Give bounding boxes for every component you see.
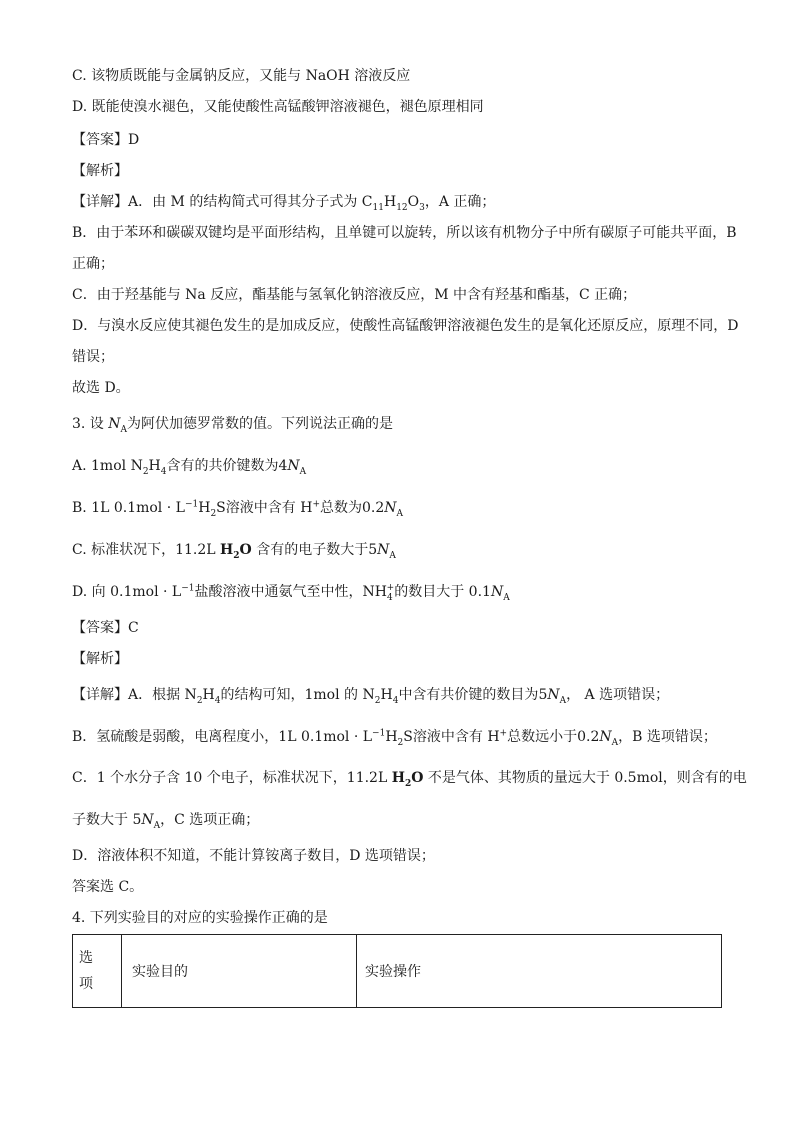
h2o-h: H xyxy=(220,542,234,558)
h2o-sub2: 2 xyxy=(233,550,240,561)
num-5: 5 xyxy=(132,812,142,828)
q3-option-c xyxy=(72,540,736,560)
option-d: D. 既能使溴水褪色，又能使酸性高锰酸钾溶液褪色，褪色原理相同 xyxy=(72,99,484,115)
n2h4-sub4: 4 xyxy=(214,695,221,706)
n2h4-sub4: 4 xyxy=(160,466,167,477)
n2h4-h: H xyxy=(380,687,393,703)
na-sub: A xyxy=(299,466,307,477)
q3-detail-c2 xyxy=(72,810,736,830)
sup-plus: + xyxy=(499,728,508,739)
q3-detail-a xyxy=(72,685,736,705)
n2h4-h: H xyxy=(202,687,215,703)
h2s-h: H xyxy=(385,729,398,745)
q2-detail-b2: 正确； xyxy=(72,256,114,272)
q3-answer: 【答案】C xyxy=(72,620,139,636)
q2-detail-d2: 错误； xyxy=(72,349,114,365)
q3-stem xyxy=(72,414,736,434)
option-c: C. 该物质既能与金属钠反应，又能与 NaOH 溶液反应 xyxy=(72,68,411,84)
na-symbol: N xyxy=(599,729,612,745)
q3-option-d xyxy=(72,582,736,602)
q3-stem-pre: 3. 设 xyxy=(72,416,104,432)
q2-detail-c: C．由于羟基能与 Na 反应，酯基能与氢氧化钠溶液反应，M 中含有羟基和酯基，C 正确； xyxy=(72,287,637,303)
q3-detail-b xyxy=(72,727,736,747)
q3-choose: 答案选 C。 xyxy=(72,879,144,895)
num-5: 5 xyxy=(538,687,548,703)
na-sub: A xyxy=(389,550,396,561)
q3-stem-post: 为阿伏加德罗常数的值。下列说法正确的是 xyxy=(127,416,394,432)
num-0-1: 0.1 xyxy=(468,584,491,600)
q3-detail-d: D．溶液体积不知道，不能计算铵离子数目，D 选项错误； xyxy=(72,848,435,864)
q3-a-pre: A. 1mol xyxy=(72,458,127,474)
h2s-sub2: 2 xyxy=(210,508,217,519)
h2o-h: H xyxy=(391,770,405,786)
sub-h12: 12 xyxy=(396,202,408,213)
q2-choose: 故选 D。 xyxy=(72,380,130,396)
header-purpose: 实验目的 xyxy=(122,935,357,1008)
na-symbol: N xyxy=(384,500,397,516)
q3-d-post: 的数目大于 xyxy=(394,584,465,600)
h2s-s: S xyxy=(403,729,413,745)
q3-option-a xyxy=(72,456,736,476)
q3-detail-c2-post: ，C 选项正确； xyxy=(160,812,260,828)
q3-detail-a-post: ， A 选项错误； xyxy=(566,687,670,703)
q3-b-post: 总数为 xyxy=(319,500,362,516)
h2o-o: O xyxy=(411,770,424,786)
na-symbol: N xyxy=(547,687,560,703)
na-symbol: N xyxy=(141,812,154,828)
sub-c11: 11 xyxy=(372,202,384,213)
na-symbol: N xyxy=(377,542,390,558)
h2o-sub2: 2 xyxy=(404,778,412,789)
q2-answer: 【答案】D xyxy=(72,132,140,148)
q4-options-table xyxy=(72,934,722,1008)
q3-detail-c1-post: 不是气体、其物质的量远大于 0.5mol，则含有的电 xyxy=(427,770,747,786)
n2h4-sub2: 2 xyxy=(142,466,149,477)
q3-detail-b-post: ，B 选项错误； xyxy=(618,729,717,745)
sup-neg1: −1 xyxy=(372,728,386,739)
q3-b-mid: 溶液中含有 H xyxy=(225,500,313,516)
q3-detail-c1 xyxy=(72,768,747,789)
q3-detail-c1-pre: C．1 个水分子含 10 个电子，标准状况下，11.2L xyxy=(72,770,388,786)
q2-detail-a-pre: 【详解】A．由 M 的结构简式可得其分子式为 C xyxy=(72,194,373,210)
sup-neg1: −1 xyxy=(181,583,195,594)
q2-analysis-label: 【解析】 xyxy=(72,163,128,179)
q3-c-mid: 含有的电子数大于 xyxy=(256,542,369,558)
header-option-line1: 选 xyxy=(79,950,93,966)
q3-a-mid: 含有的共价键数为 xyxy=(166,458,279,474)
na-sub: A xyxy=(503,592,510,603)
q3-c-pre: C. 标准状况下，11.2L xyxy=(72,542,216,558)
na-sub: A xyxy=(120,424,128,435)
sup-plus: + xyxy=(312,499,320,510)
n2h4-h: H xyxy=(148,458,161,474)
q2-detail-a-post: ，A 正确； xyxy=(424,194,496,210)
q3-b-pre: B. 1L 0.1mol · L xyxy=(72,500,185,516)
formula-h: H xyxy=(383,194,397,210)
na-symbol: N xyxy=(490,584,504,600)
na-symbol: N xyxy=(108,416,121,432)
n2h4-sub2: 2 xyxy=(196,695,203,706)
header-option-line2: 项 xyxy=(79,976,93,992)
na-sub: A xyxy=(153,820,161,831)
num-5: 5 xyxy=(368,542,378,558)
na-sub: A xyxy=(611,737,619,748)
q3-analysis-label: 【解析】 xyxy=(72,651,128,667)
sub-o3: 3 xyxy=(419,202,425,213)
h2s-sub2: 2 xyxy=(397,737,404,748)
q3-detail-a-mid: 的结构可知，1mol 的 N xyxy=(220,687,375,703)
n2h4-n: N xyxy=(130,458,143,474)
na-sub: A xyxy=(559,695,567,706)
n2h4-sub4: 4 xyxy=(392,695,399,706)
q3-detail-a-mid2: 中含有共价键的数目为 xyxy=(398,687,539,703)
q3-detail-a-pre: 【详解】A．根据 N xyxy=(72,687,197,703)
q2-detail-b1: B．由于苯环和碳碳双键均是平面形结构，且单键可以旋转，所以该有机物分子中所有碳原子可能共平面，B xyxy=(72,225,737,241)
sup-neg1: −1 xyxy=(184,499,199,510)
n2h4-sub2: 2 xyxy=(374,695,381,706)
q2-detail-a xyxy=(72,192,736,212)
na-sub: A xyxy=(396,508,403,519)
q3-d-mid: 盐酸溶液中通氨气至中性，NH xyxy=(194,584,387,600)
q3-detail-b-mid: 溶液中含有 H xyxy=(412,729,500,745)
q3-detail-b-pre: B．氢硫酸是弱酸，电离程度小，1L 0.1mol · L xyxy=(72,729,373,745)
nh4-sub4: 4 xyxy=(386,592,393,603)
q3-option-b xyxy=(72,498,736,518)
formula-o: O xyxy=(407,194,420,210)
table-header-row xyxy=(73,935,722,1008)
q3-detail-c2-pre: 子数大于 xyxy=(72,812,128,828)
q3-detail-b-mid2: 总数远小于 xyxy=(507,729,578,745)
conc: 0.1mol · L xyxy=(110,584,182,600)
num-0-2: 0.2 xyxy=(577,729,600,745)
num-0-2: 0.2 xyxy=(361,500,385,516)
h2s-h: H xyxy=(198,500,211,516)
h2o-o: O xyxy=(239,542,252,558)
q2-detail-d1: D．与溴水反应使其褪色发生的是加成反应，使酸性高锰酸钾溶液褪色发生的是氧化还原反应，原理不同，D xyxy=(72,318,739,334)
nh4-plus: + xyxy=(386,583,395,594)
header-operation: 实验操作 xyxy=(357,935,722,1008)
h2s-s: S xyxy=(216,500,226,516)
header-option xyxy=(73,935,122,1008)
na-symbol: N xyxy=(287,458,300,474)
num-4: 4 xyxy=(278,458,288,474)
q3-d-pre: D. 向 xyxy=(72,584,106,600)
q4-stem: 4. 下列实验目的对应的实验操作正确的是 xyxy=(72,910,328,926)
